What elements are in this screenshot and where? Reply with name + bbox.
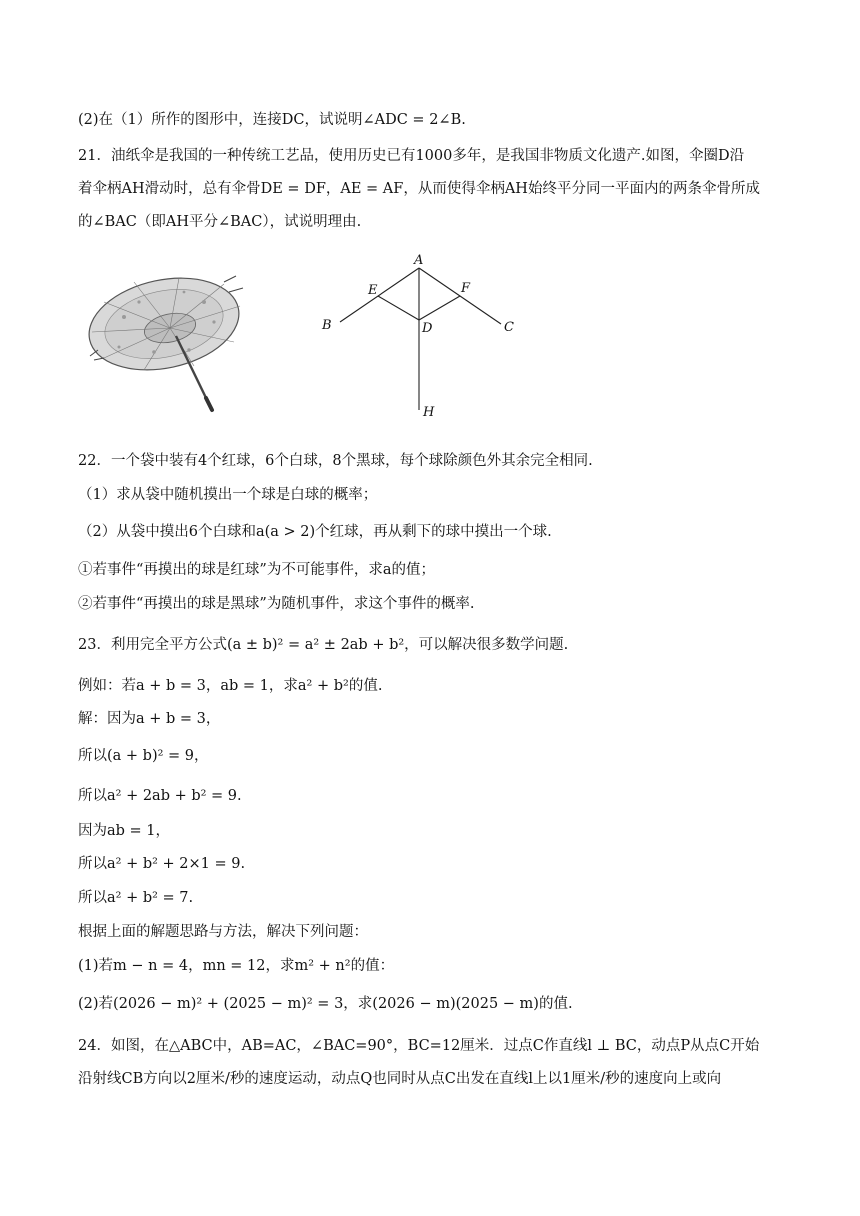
- label-A: A: [414, 253, 424, 268]
- q24-line2: 沿射线CB方向以2厘米/秒的速度运动，动点Q也同时从点C出发在直线l上以1厘米/秒的速度向上或向: [78, 1071, 722, 1087]
- label-F: F: [461, 281, 471, 296]
- q24-line1: 24．如图，在△ABC中，AB=AC，∠BAC=90°，BC=12厘米．过点C作直线l ⊥ BC，动点P从点C开始: [78, 1038, 760, 1054]
- q23-instruction: 根据上面的解题思路与方法，解决下列问题：: [78, 924, 368, 940]
- q22-part2: （2）从袋中摸出6个白球和a(a > 2)个红球，再从剩下的球中摸出一个球.: [78, 524, 552, 540]
- label-E: E: [368, 283, 378, 298]
- q23-solution-2: 所以(a + b)² = 9，: [78, 748, 209, 764]
- line-AB: [340, 268, 419, 322]
- q23-part2: (2)若(2026 − m)² + (2025 − m)² = 3，求(2026 − m)(2025 − m)的值.: [78, 996, 573, 1012]
- q22-part1: （1）求从袋中随机摸出一个球是白球的概率；: [78, 487, 378, 503]
- q21-line2: 着伞柄AH滑动时，总有伞骨DE = DF，AE = AF，从而使得伞柄AH始终平分同一平面内的两条伞骨所成: [78, 181, 760, 197]
- umbrella-illustration-icon: [84, 262, 254, 414]
- q23-solution-4: 因为ab = 1，: [78, 823, 171, 839]
- label-H: H: [423, 405, 435, 420]
- q21-line1: 21．油纸伞是我国的一种传统工艺品，使用历史已有1000多年，是我国非物质文化遗产.如图，伞圈D沿: [78, 148, 745, 164]
- q22-part2-b: ②若事件“再摸出的球是黑球”为随机事件，求这个事件的概率.: [78, 596, 475, 612]
- line-ED: [378, 296, 419, 320]
- q23-stem: 23．利用完全平方公式(a ± b)² = a² ± 2ab + b²，可以解决很多数学问题.: [78, 637, 569, 653]
- q23-example: 例如：若a + b = 3，ab = 1，求a² + b²的值.: [78, 678, 383, 694]
- q23-solution-6: 所以a² + b² = 7.: [78, 890, 194, 906]
- q22-part2-a: ①若事件“再摸出的球是红球”为不可能事件，求a的值；: [78, 562, 435, 578]
- q23-solution-5: 所以a² + b² + 2×1 = 9.: [78, 856, 246, 872]
- q23-solution-1: 解：因为a + b = 3，: [78, 711, 221, 727]
- q23-solution-3: 所以a² + 2ab + b² = 9.: [78, 788, 242, 804]
- q21-line3: 的∠BAC（即AH平分∠BAC），试说明理由.: [78, 214, 362, 230]
- line-FD: [419, 296, 460, 320]
- q22-stem: 22．一个袋中装有4个红球，6个白球，8个黑球，每个球除颜色外其余完全相同.: [78, 453, 593, 469]
- label-D: D: [422, 321, 433, 336]
- label-C: C: [504, 320, 514, 335]
- q20-part2: (2)在（1）所作的图形中，连接DC，试说明∠ADC = 2∠B.: [78, 112, 466, 128]
- label-B: B: [322, 318, 332, 333]
- q23-part1: (1)若m − n = 4，mn = 12，求m² + n²的值：: [78, 958, 395, 974]
- umbrella-geometry-diagram: [318, 250, 528, 420]
